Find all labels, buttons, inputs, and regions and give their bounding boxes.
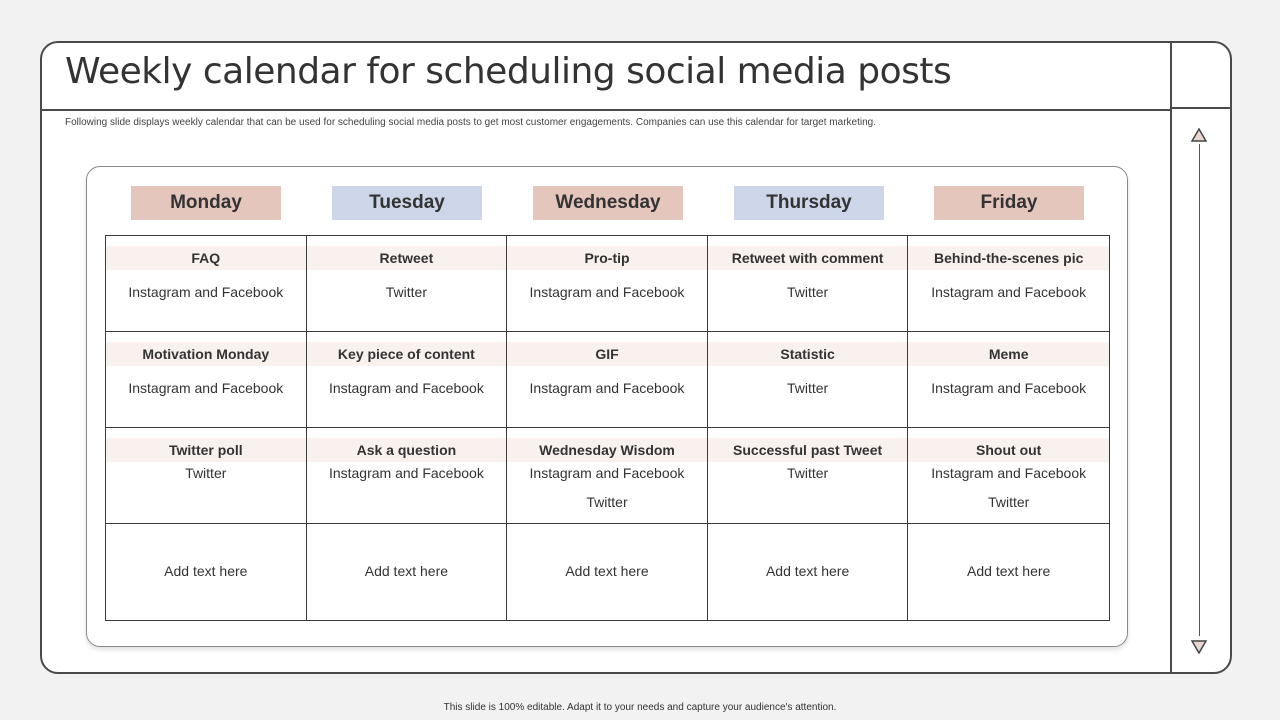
calendar-cell-tuesday-add[interactable] [307, 524, 508, 620]
day-header-thursday: Thursday [734, 186, 884, 220]
post-type-label: Retweet [307, 246, 507, 270]
post-type-label: Behind-the-scenes pic [908, 246, 1109, 270]
calendar-cell-friday-add[interactable] [908, 524, 1109, 620]
platform-label: Instagram and Facebook [328, 465, 484, 481]
post-type-label: Shout out [908, 438, 1109, 462]
calendar-cell-thursday-3[interactable] [708, 428, 909, 524]
platform-label: Instagram and Facebook [931, 465, 1087, 481]
calendar-cell-friday-2[interactable] [908, 332, 1109, 428]
add-text-placeholder[interactable]: Add text here [565, 563, 649, 579]
post-type-label: Wednesday Wisdom [507, 438, 707, 462]
platform-label: Twitter [786, 284, 829, 300]
add-text-placeholder[interactable]: Add text here [967, 563, 1051, 579]
calendar-cell-wednesday-add[interactable] [507, 524, 708, 620]
calendar-cell-friday-1[interactable] [908, 236, 1109, 332]
calendar-cell-wednesday-3[interactable] [507, 428, 708, 524]
right-header-divider [1170, 107, 1232, 109]
post-type-label: Key piece of content [307, 342, 507, 366]
post-type-label: Successful past Tweet [708, 438, 908, 462]
calendar-cell-friday-3[interactable] [908, 428, 1109, 524]
post-type-label: Statistic [708, 342, 908, 366]
platform-label: Instagram and Facebook [529, 284, 685, 300]
slide-frame [40, 41, 1232, 674]
day-header-wednesday: Wednesday [533, 186, 683, 220]
calendar-cell-tuesday-1[interactable] [307, 236, 508, 332]
platform-label: Instagram and Facebook [931, 380, 1087, 396]
calendar-cell-monday-2[interactable] [106, 332, 307, 428]
post-type-label: Twitter poll [106, 438, 306, 462]
calendar-cell-thursday-2[interactable] [708, 332, 909, 428]
platform-label: Instagram and Facebook [931, 284, 1087, 300]
day-header-monday: Monday [131, 186, 281, 220]
platform-label: Instagram and Facebook [128, 380, 284, 396]
platform-label: Twitter [185, 465, 227, 481]
day-header-tuesday: Tuesday [332, 186, 482, 220]
calendar-cell-wednesday-2[interactable] [507, 332, 708, 428]
day-header-friday: Friday [934, 186, 1084, 220]
post-type-label: Motivation Monday [106, 342, 306, 366]
page-title: Weekly calendar for scheduling social media posts [65, 51, 952, 92]
platform-label: Twitter [385, 284, 427, 300]
calendar-cell-tuesday-3[interactable] [307, 428, 508, 524]
post-type-label: Pro-tip [507, 246, 707, 270]
post-type-label: Retweet with comment [708, 246, 908, 270]
calendar-cell-thursday-add[interactable] [708, 524, 909, 620]
add-text-placeholder[interactable]: Add text here [765, 563, 850, 579]
post-type-label: FAQ [106, 246, 306, 270]
add-text-placeholder[interactable]: Add text here [364, 563, 449, 579]
platform-label: Instagram and Facebook [529, 380, 685, 396]
post-type-label: Meme [908, 342, 1109, 366]
platform-label: Twitter [786, 465, 829, 481]
calendar-cell-monday-add[interactable] [106, 524, 307, 620]
post-type-label: GIF [507, 342, 707, 366]
platform-label: Instagram and Facebook [328, 380, 484, 396]
calendar-cell-tuesday-2[interactable] [307, 332, 508, 428]
scroll-down-icon[interactable] [1191, 640, 1207, 654]
calendar-panel [86, 166, 1128, 647]
platform-label: Twitter [988, 494, 1030, 510]
post-type-label: Ask a question [307, 438, 507, 462]
calendar-cell-thursday-1[interactable] [708, 236, 909, 332]
platform-label: Instagram and Facebook [128, 284, 284, 300]
page-subtitle: Following slide displays weekly calendar that can be used for scheduling social media posts to get most customer engagements. Companies can use this calendar for target marketing. [65, 117, 876, 128]
right-column-divider [1170, 43, 1172, 672]
calendar-cell-wednesday-1[interactable] [507, 236, 708, 332]
title-bar [42, 43, 1172, 111]
calendar-grid [105, 235, 1110, 621]
platform-label: Instagram and Facebook [529, 465, 685, 481]
calendar-cell-monday-1[interactable] [106, 236, 307, 332]
scrollbar-track[interactable] [1199, 144, 1200, 636]
footer-note: This slide is 100% editable. Adapt it to your needs and capture your audience's attention. [443, 702, 837, 713]
add-text-placeholder[interactable]: Add text here [164, 563, 248, 579]
platform-label: Twitter [586, 494, 628, 510]
calendar-cell-monday-3[interactable] [106, 428, 307, 524]
scroll-up-icon[interactable] [1191, 128, 1207, 142]
platform-label: Twitter [786, 380, 829, 396]
